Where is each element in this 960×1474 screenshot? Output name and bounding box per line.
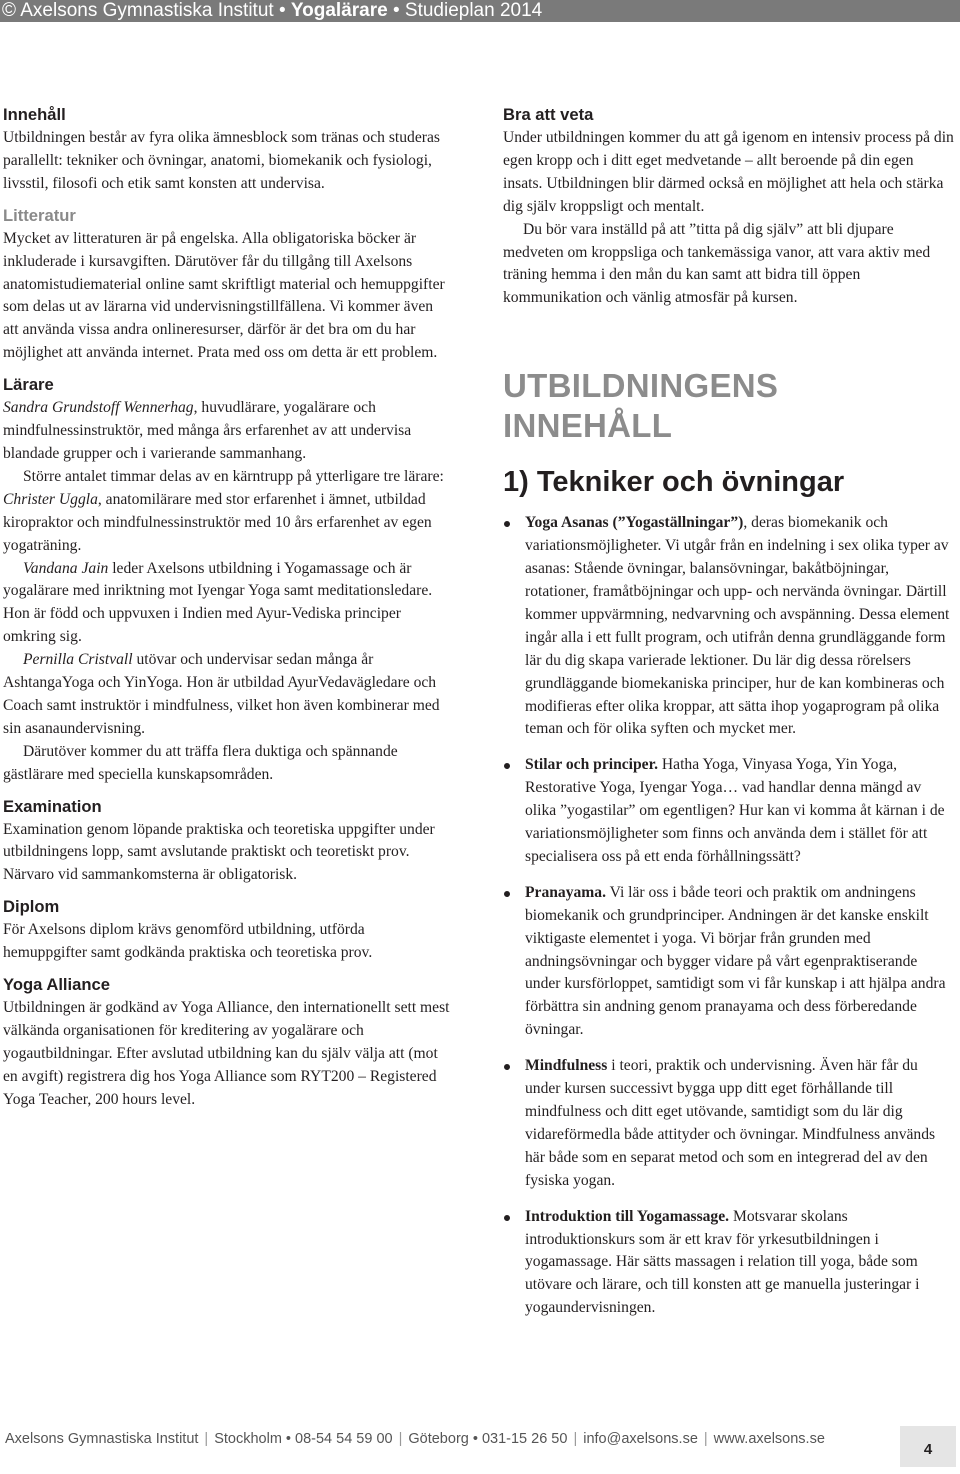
list-item-text: i teori, praktik och undervisning. Även här får du under kursen successivt bygga upp ditt eget förhållande till mindfulness och ditt eget utövande, samtidigt som du lär dig vidareförmedla både attityder och övningar. Mindfulness används här både som en separat metod och som en integrerad del av den fysiska yogan.	[525, 1057, 936, 1189]
innehall-text: Utbildningen består av fyra olika ämnesblock som tränas och studeras parallellt: tekniker och övningar, anatomi, biomekanik och fysiologi, livsstil, filosofi och etik samt konsten att undervisa.	[3, 129, 440, 192]
larare-paragraph	[3, 649, 450, 741]
bullet-icon	[504, 763, 510, 769]
bullet-icon	[504, 891, 510, 897]
bra-att-veta-text: Du bör vara inställd på att ”titta på dig själv” att bli djupare medveten om kroppsliga och tankemässiga vanor, att vara aktiv med träning hemma i den mån du kan samt att bidra till öppen kommunikation och vänlig atmosfär på kursen.	[503, 220, 931, 307]
header-prefix: © Axelsons Gymnastiska Institut •	[2, 0, 291, 21]
teacher-name: Vandana Jain	[23, 559, 109, 577]
footer-email-link[interactable]: info@axelsons.se	[583, 1431, 698, 1447]
footer-goteborg: Göteborg • 031-15 26 50	[408, 1431, 568, 1447]
list-item-title: Stilar och principer.	[525, 756, 658, 774]
bullet-icon	[504, 521, 510, 527]
list-item	[503, 1206, 955, 1321]
teacher-bio: utövar och undervisar sedan många år AshtangaYoga och YinYoga. Hon är utbildad AyurVedavägledare och Coach samt instruktör i mindfulness, vilket hon även kombinerar med sin asanaundervisning.	[3, 651, 440, 737]
teacher-name: Sandra Grundstoff Wennerhag	[3, 399, 194, 417]
bullet-icon	[504, 1064, 510, 1070]
list-item-text: Motsvarar skolans introduktionskurs som är ett krav för yrkesutbildningen i yogamassage. Här sätts massagen i relation till yoga, både som utövare och lärare, och till konsten att ge manuella justeringar i yogaundervisningen.	[525, 1207, 920, 1317]
left-column	[3, 105, 450, 1112]
innehall-heading: Innehåll	[3, 105, 66, 124]
yoga-alliance-text: Utbildningen är godkänd av Yoga Alliance, den internationellt sett mest välkända organisationen för kreditering av yogalärare och yogautbildningar. Efter avslutad utbildning kan du själv välja att (mot en avgift) registrera dig hos Yoga Alliance som RYT200 – Registered Yoga Teacher, 200 hours level.	[3, 999, 450, 1108]
list-item-title: Introduktion till Yogamassage.	[525, 1207, 730, 1225]
footer-web-link[interactable]: www.axelsons.se	[713, 1431, 825, 1447]
diplom-text: För Axelsons diplom krävs genomförd utbildning, utförda hemuppgifter samt godkända praktiska och teoretiska prov.	[3, 921, 373, 962]
larare-heading: Lärare	[3, 375, 54, 395]
teacher-bio: , anatomilärare med stor erfarenhet i ämnet, utbildad kiropraktor och mindfulnessinstruktör med 10 års erfarenhet av egen yogaträning.	[3, 490, 432, 554]
section-title: UTBILDNINGENS INNEHÅLL	[503, 367, 779, 445]
topic-list	[503, 512, 955, 1320]
list-item-title: Mindfulness	[525, 1057, 608, 1075]
bra-att-veta-text: Under utbildningen kommer du att gå igenom en intensiv process på din egen kropp och i ditt eget medvetande – allt beroende på din egen insats. Utbildningen blir därmed också en möjlighet att hela och stärka dig själv kroppsligt och mentalt.	[503, 129, 954, 215]
page-footer: Axelsons Gymnastiska Institut | Stockholm • 08-54 54 59 00 | Göteborg • 031-15 26 50 | info@axelsons.se | www.axelsons.se	[5, 1431, 825, 1447]
diplom-heading: Diplom	[3, 897, 60, 917]
examination-text: Examination genom löpande praktiska och teoretiska uppgifter under utbildningens lopp, samt avslutande praktiskt och teoretiskt prov. Närvaro vid sammankomsterna är obligatorisk.	[3, 820, 435, 884]
header-emphasis: Yogalärare	[290, 0, 388, 21]
larare-paragraph	[3, 397, 450, 466]
larare-paragraph	[3, 558, 450, 650]
list-item	[503, 512, 955, 741]
list-item	[503, 754, 955, 869]
bra-att-veta-heading: Bra att veta	[503, 105, 594, 124]
header-suffix: • Studieplan 2014	[387, 0, 543, 21]
teacher-name: Christer Uggla	[3, 490, 98, 508]
bullet-icon	[504, 1215, 510, 1221]
larare-paragraph: Större antalet timmar delas av en kärntrupp på ytterligare tre lärare:	[23, 467, 444, 485]
larare-paragraph	[3, 489, 450, 558]
teacher-name: Pernilla Cristvall	[23, 651, 133, 669]
page-number: 4	[900, 1426, 956, 1467]
list-item	[503, 1055, 955, 1192]
examination-heading: Examination	[3, 796, 102, 816]
list-item-text: , deras biomekanik och variationsmöjligheter. Vi utgår från en indelning i sex olika typer av asanas: Stående övningar, balansövningar, bakåtböjningar, rotationer, framåtböjningar och upp- och nervända övningar. Därtill kommer uppvärmning, nedvarvning och avspänning. Dessa element ingår alla i ett fullt program, och utifrån denna grundläggande form lär du dig skapa varierade lektioner. Du lär dig dessa rörelsers grundläggande biomekaniska principer, hur de kan kombineras och modifieras efter olika kroppar, att sätta ihop yogaprogram på olika teman och för olika syften och mycket mer.	[525, 514, 950, 738]
teacher-bio: , huvudlärare, yogalärare och mindfulnessinstruktör, med många års erfarenhet av att undervisa blandade grupper och i varierande sammanhang.	[3, 399, 412, 462]
right-column	[503, 105, 955, 1320]
page-header	[0, 0, 960, 22]
yoga-alliance-heading: Yoga Alliance	[3, 975, 110, 995]
teacher-bio: leder Axelsons utbildning i Yogamassage och är yogalärare med inriktning mot Iyengar Yoga samt meditationsledare. Hon är född och uppvuxen i Indien med Ayur-Vediska principer omkring sig.	[3, 559, 433, 646]
litteratur-heading: Litteratur	[3, 205, 76, 225]
footer-stockholm: Stockholm • 08-54 54 59 00	[214, 1431, 393, 1447]
larare-paragraph: Därutöver kommer du att träffa flera duktiga och spännande gästlärare med speciella kunskapsområden.	[3, 742, 398, 783]
list-item-text: Vi lär oss i både teori och praktik om andningens biomekanik och grundprinciper. Andningen är det kanske enskilt viktigaste elementet i yoga. Vi börjar från grunden med andningsövningar och bygger vidare på vårt egenpraktiserande under kursförloppet, samtidigt som vi får kunskap i att hjälpa andra förbättra sin andning genom pranayama och dess förberedande övningar.	[525, 883, 946, 1039]
list-item	[503, 882, 955, 1042]
litteratur-text: Mycket av litteraturen är på engelska. Alla obligatoriska böcker är inkluderade i kursavgiften. Därutöver får du tillgång till Axelsons anatomistudiematerial online samt skriftligt material och hemuppgifter som delas ut av lärarna vid undervisningstillfällena. Vi kommer även att använda vissa andra onlineresurser, därför är det bra om du har möjlighet att använda internet. Prata med oss om detta är ett problem.	[3, 229, 445, 362]
list-item-text: Hatha Yoga, Vinyasa Yoga, Yin Yoga, Restorative Yoga, Iyengar Yoga… vad handlar denna mängd av olika ”yogastilar” om egentligen? Hur kan vi komma åt kärnan i de variationsmöjligheter som finns och använda dem i stället för att specialisera oss på ett enda förhållningssätt?	[525, 756, 945, 865]
list-item-title: Pranayama.	[525, 883, 606, 901]
topic-title: 1) Tekniker och övningar	[503, 466, 845, 499]
list-item-title: Yoga Asanas (”Yogaställningar”)	[525, 514, 744, 532]
footer-org: Axelsons Gymnastiska Institut	[5, 1431, 199, 1447]
